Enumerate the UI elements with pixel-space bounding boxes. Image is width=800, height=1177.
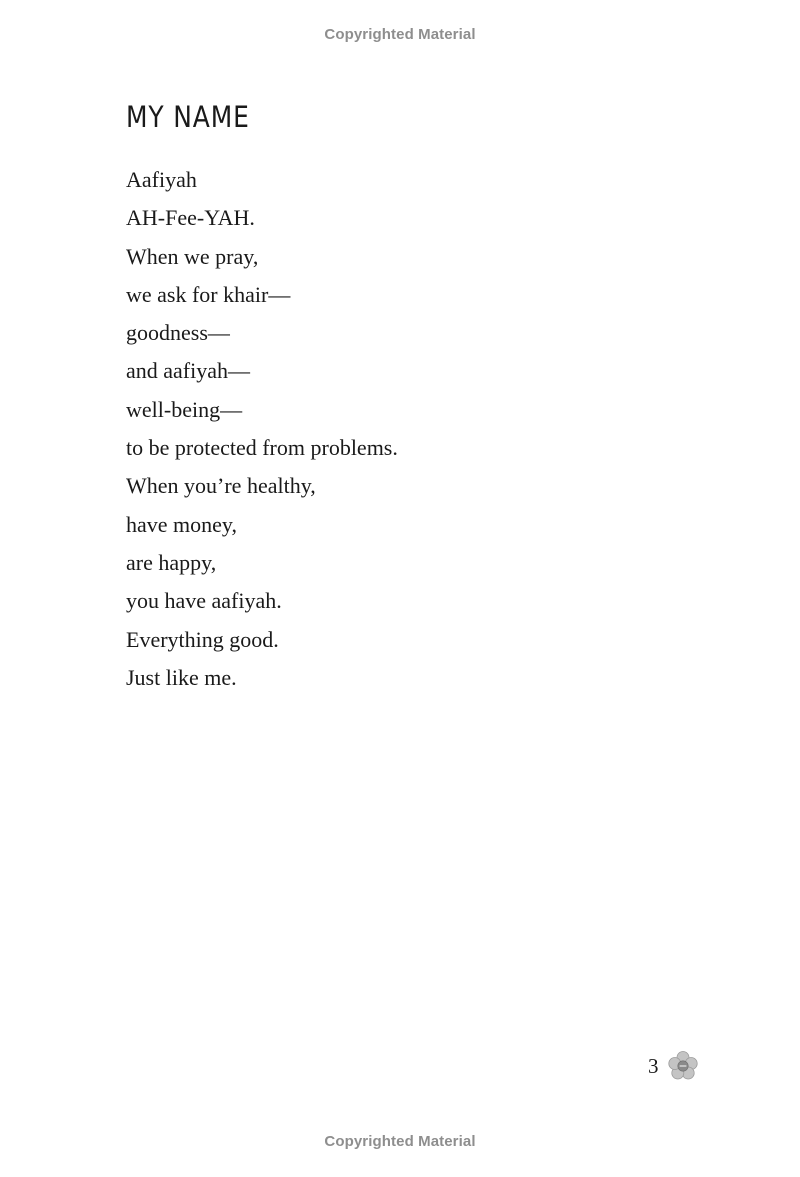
poem-line: goodness—	[126, 320, 230, 346]
poem-title: MY NAME	[126, 100, 250, 134]
poem-line: When you’re healthy,	[126, 473, 316, 499]
poem-line: Just like me.	[126, 664, 237, 690]
copyright-watermark-top: Copyrighted Material	[324, 26, 476, 43]
poem-line: we ask for khair—	[126, 281, 291, 307]
poem-line: well-being—	[126, 396, 243, 422]
poem-line: have money,	[126, 511, 237, 537]
page-footer	[648, 1050, 699, 1082]
poem-line: When we pray,	[126, 243, 259, 269]
flower-icon	[667, 1050, 699, 1082]
poem-line: to be protected from problems.	[126, 435, 398, 461]
poem-line: AH-Fee-YAH.	[126, 205, 255, 231]
poem-line: Everything good.	[126, 626, 279, 652]
poem-line: Aafiyah	[126, 167, 197, 192]
poem-line: you have aafiyah.	[126, 588, 282, 614]
page-number: 3	[648, 1053, 659, 1078]
copyright-watermark-bottom: Copyrighted Material	[324, 1133, 476, 1150]
poem-line: and aafiyah—	[126, 358, 250, 384]
poem-line: are happy,	[126, 549, 217, 575]
poem-body	[126, 166, 398, 702]
